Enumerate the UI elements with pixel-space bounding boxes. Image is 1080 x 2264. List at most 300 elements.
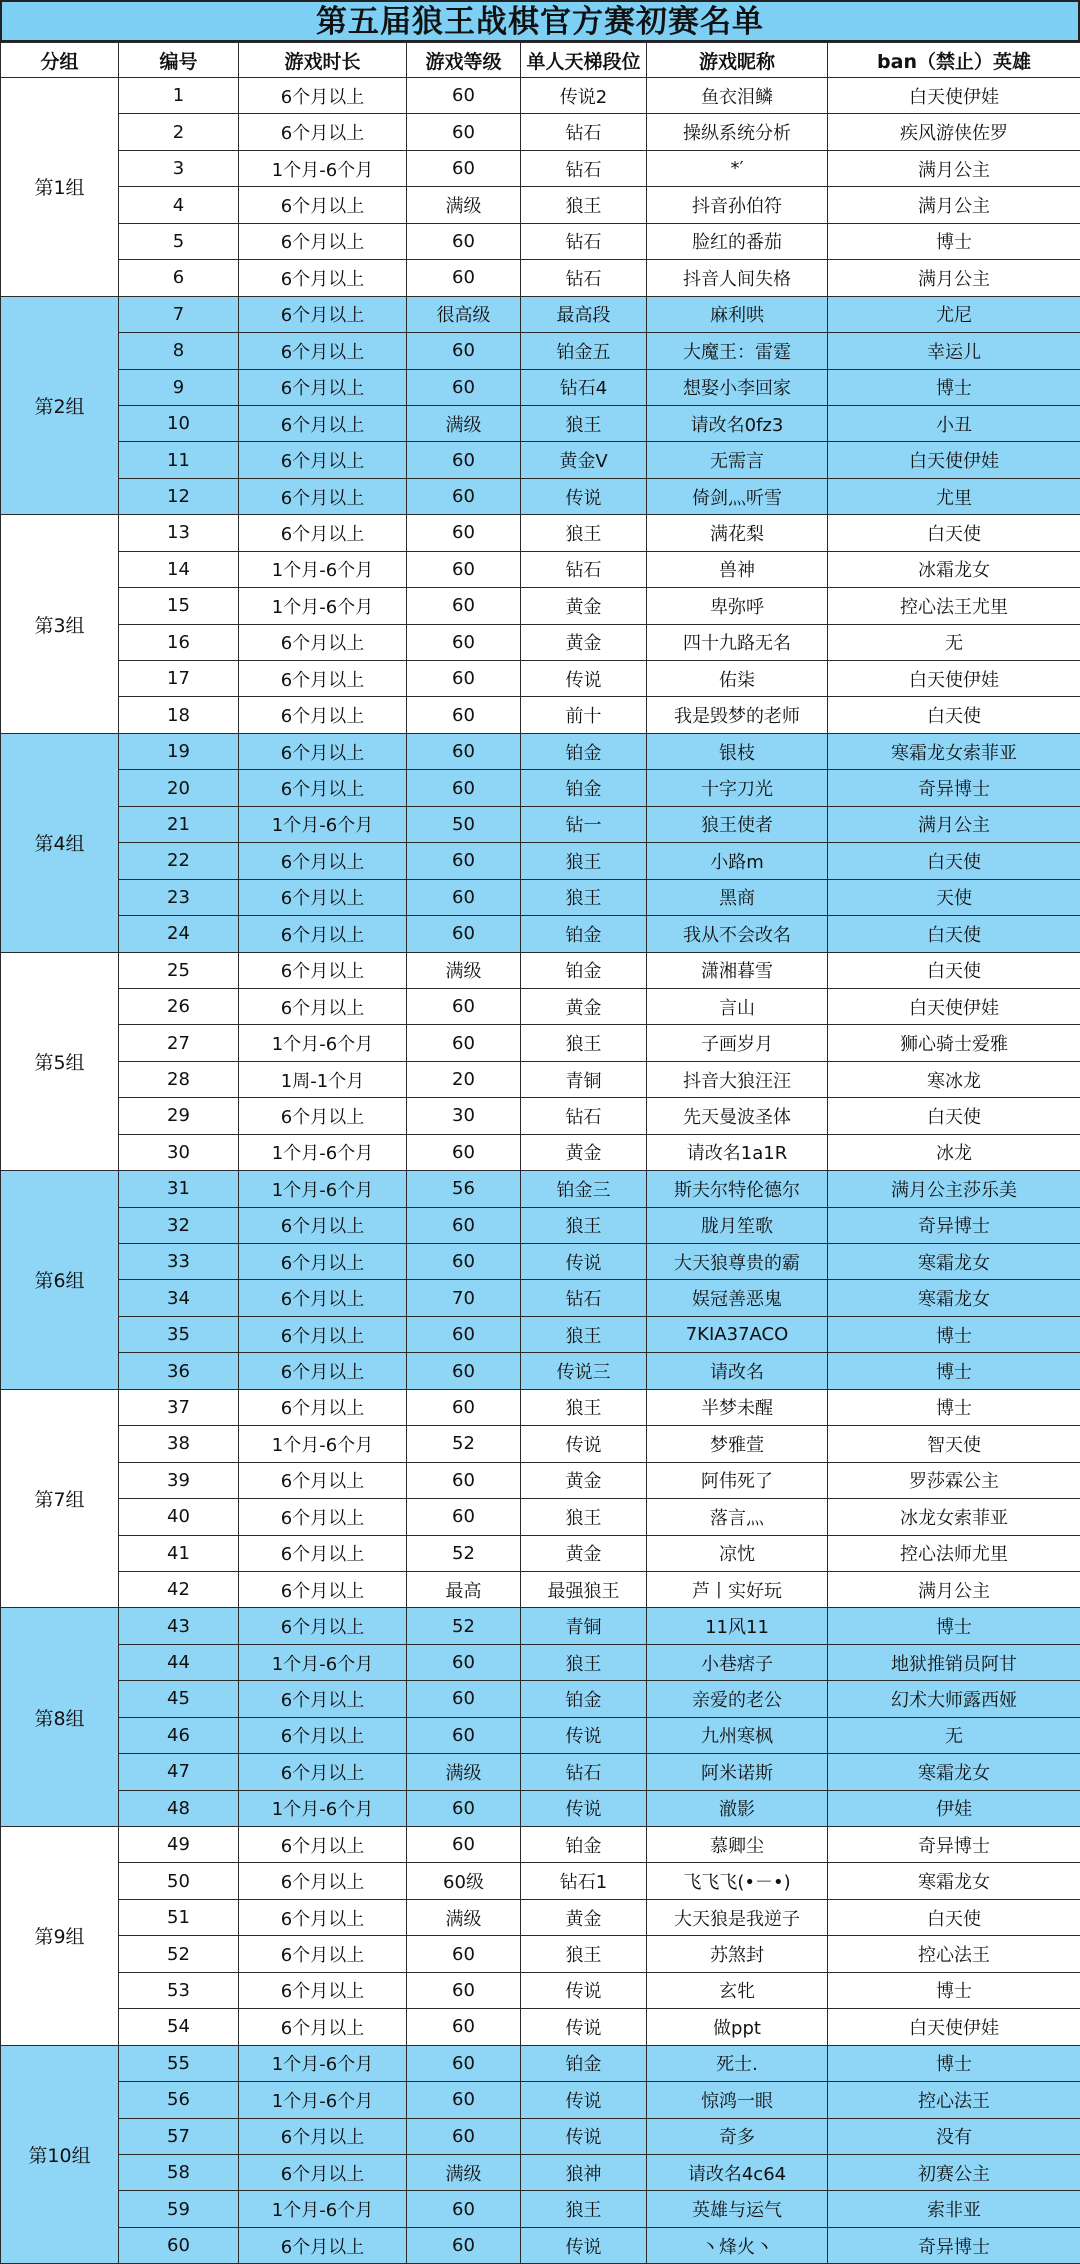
cell-ban-hero: 白天使 <box>828 952 1080 988</box>
cell-ban-hero: 满月公主 <box>828 1571 1080 1607</box>
cell-level: 满级 <box>407 2154 521 2190</box>
table-row <box>1 1899 1080 1935</box>
cell-play-time: 6个月以上 <box>239 1754 407 1790</box>
table-row <box>1 2154 1080 2190</box>
cell-rank: 铂金 <box>521 2045 647 2081</box>
cell-ban-hero: 疾风游侠佐罗 <box>828 114 1080 150</box>
cell-number: 50 <box>119 1863 239 1899</box>
cell-rank: 最高段 <box>521 296 647 332</box>
cell-nickname: 先天曼波圣体 <box>647 1098 828 1134</box>
cell-ban-hero: 没有 <box>828 2118 1080 2154</box>
table-row <box>1 2227 1080 2263</box>
cell-number: 34 <box>119 1280 239 1316</box>
cell-nickname: 斯夫尔特伦德尔 <box>647 1171 828 1207</box>
cell-number: 56 <box>119 2082 239 2118</box>
table-row <box>1 2118 1080 2154</box>
cell-level: 60 <box>407 1353 521 1389</box>
table-row <box>1 661 1080 697</box>
cell-play-time: 6个月以上 <box>239 1389 407 1425</box>
cell-ban-hero: 尤里 <box>828 478 1080 514</box>
cell-number: 10 <box>119 405 239 441</box>
cell-play-time: 1个月-6个月 <box>239 1025 407 1061</box>
cell-rank: 黄金 <box>521 588 647 624</box>
cell-rank: 黄金 <box>521 1462 647 1498</box>
cell-rank: 最强狼王 <box>521 1571 647 1607</box>
cell-number: 31 <box>119 1171 239 1207</box>
cell-nickname: 胧月笙歌 <box>647 1207 828 1243</box>
table-row <box>1 442 1080 478</box>
cell-nickname: 澈影 <box>647 1790 828 1826</box>
cell-level: 60 <box>407 843 521 879</box>
cell-ban-hero: 幻术大师露西娅 <box>828 1681 1080 1717</box>
cell-level: 60 <box>407 1681 521 1717</box>
cell-number: 9 <box>119 369 239 405</box>
cell-level: 60 <box>407 2118 521 2154</box>
cell-ban-hero: 白天使 <box>828 1098 1080 1134</box>
cell-ban-hero: 控心法王 <box>828 2082 1080 2118</box>
cell-nickname: 抖音人间失格 <box>647 260 828 296</box>
cell-nickname: 抖音大狼汪汪 <box>647 1061 828 1097</box>
cell-ban-hero: 博士 <box>828 1389 1080 1425</box>
cell-level: 60 <box>407 1025 521 1061</box>
cell-level: 60 <box>407 442 521 478</box>
table-row <box>1 1972 1080 2008</box>
cell-play-time: 6个月以上 <box>239 1098 407 1134</box>
cell-number: 59 <box>119 2191 239 2227</box>
cell-nickname: 半梦未醒 <box>647 1389 828 1425</box>
cell-play-time: 6个月以上 <box>239 916 407 952</box>
cell-nickname: 抖音孙伯符 <box>647 187 828 223</box>
cell-nickname: 请改名4c64 <box>647 2154 828 2190</box>
cell-number: 43 <box>119 1608 239 1644</box>
cell-rank: 钻石4 <box>521 369 647 405</box>
cell-play-time: 6个月以上 <box>239 1681 407 1717</box>
table-row <box>1 1244 1080 1280</box>
cell-number: 57 <box>119 2118 239 2154</box>
cell-level: 60 <box>407 1827 521 1863</box>
cell-number: 58 <box>119 2154 239 2190</box>
cell-play-time: 6个月以上 <box>239 843 407 879</box>
table-row <box>1 296 1080 332</box>
cell-rank: 狼神 <box>521 2154 647 2190</box>
cell-number: 53 <box>119 1972 239 2008</box>
table-row <box>1 1280 1080 1316</box>
cell-ban-hero: 智天使 <box>828 1426 1080 1462</box>
cell-play-time: 6个月以上 <box>239 78 407 114</box>
cell-play-time: 6个月以上 <box>239 1353 407 1389</box>
table-row <box>1 2045 1080 2081</box>
cell-play-time: 6个月以上 <box>239 1462 407 1498</box>
cell-nickname: *′ <box>647 150 828 186</box>
cell-play-time: 6个月以上 <box>239 1244 407 1280</box>
cell-play-time: 6个月以上 <box>239 515 407 551</box>
cell-level: 60 <box>407 733 521 769</box>
cell-nickname: 请改名0fz3 <box>647 405 828 441</box>
cell-level: 56 <box>407 1171 521 1207</box>
cell-nickname: 卑弥呼 <box>647 588 828 624</box>
cell-number: 51 <box>119 1899 239 1935</box>
cell-nickname: 操纵系统分析 <box>647 114 828 150</box>
table-row <box>1 333 1080 369</box>
cell-number: 5 <box>119 223 239 259</box>
cell-nickname: 佑柒 <box>647 661 828 697</box>
cell-ban-hero: 奇异博士 <box>828 2227 1080 2263</box>
cell-level: 60 <box>407 1644 521 1680</box>
cell-level: 60 <box>407 2045 521 2081</box>
cell-level: 60 <box>407 1936 521 1972</box>
cell-rank: 狼王 <box>521 879 647 915</box>
cell-nickname: 大天狼尊贵的霸 <box>647 1244 828 1280</box>
cell-level: 50 <box>407 806 521 842</box>
cell-play-time: 6个月以上 <box>239 260 407 296</box>
cell-play-time: 6个月以上 <box>239 1863 407 1899</box>
cell-ban-hero: 天使 <box>828 879 1080 915</box>
cell-play-time: 6个月以上 <box>239 2154 407 2190</box>
cell-rank: 钻石 <box>521 551 647 587</box>
cell-number: 44 <box>119 1644 239 1680</box>
cell-level: 60 <box>407 624 521 660</box>
cell-ban-hero: 寒霜龙女 <box>828 1754 1080 1790</box>
cell-number: 11 <box>119 442 239 478</box>
table-row <box>1 1061 1080 1097</box>
cell-play-time: 1个月-6个月 <box>239 1171 407 1207</box>
cell-level: 60 <box>407 1462 521 1498</box>
cell-ban-hero: 索非亚 <box>828 2191 1080 2227</box>
cell-number: 20 <box>119 770 239 806</box>
cell-number: 29 <box>119 1098 239 1134</box>
cell-ban-hero: 冰霜龙女 <box>828 551 1080 587</box>
cell-level: 60 <box>407 333 521 369</box>
cell-ban-hero: 控心法师尤里 <box>828 1535 1080 1571</box>
cell-ban-hero: 冰龙 <box>828 1134 1080 1170</box>
cell-ban-hero: 满月公主 <box>828 806 1080 842</box>
cell-play-time: 1个月-6个月 <box>239 2045 407 2081</box>
cell-nickname: 鱼衣泪鳞 <box>647 78 828 114</box>
cell-ban-hero: 博士 <box>828 223 1080 259</box>
cell-rank: 钻石 <box>521 1280 647 1316</box>
cell-rank: 传说 <box>521 1244 647 1280</box>
cell-number: 35 <box>119 1316 239 1352</box>
cell-nickname: 惊鸿一眼 <box>647 2082 828 2118</box>
table-row <box>1 1426 1080 1462</box>
cell-play-time: 6个月以上 <box>239 697 407 733</box>
cell-number: 4 <box>119 187 239 223</box>
table-row <box>1 78 1080 114</box>
cell-rank: 传说 <box>521 2227 647 2263</box>
table-row <box>1 697 1080 733</box>
cell-number: 42 <box>119 1571 239 1607</box>
cell-rank: 钻石 <box>521 260 647 296</box>
table-row <box>1 988 1080 1024</box>
header-level: 游戏等级 <box>407 43 521 78</box>
cell-play-time: 6个月以上 <box>239 333 407 369</box>
table-row <box>1 916 1080 952</box>
table-row <box>1 1462 1080 1498</box>
cell-play-time: 6个月以上 <box>239 1316 407 1352</box>
cell-nickname: 小巷痞子 <box>647 1644 828 1680</box>
cell-level: 60 <box>407 770 521 806</box>
header-ban-hero: ban（禁止）英雄 <box>828 43 1080 78</box>
cell-ban-hero: 幸运儿 <box>828 333 1080 369</box>
cell-level: 60 <box>407 551 521 587</box>
cell-ban-hero: 满月公主 <box>828 150 1080 186</box>
cell-play-time: 6个月以上 <box>239 2009 407 2045</box>
cell-ban-hero: 小丑 <box>828 405 1080 441</box>
cell-number: 26 <box>119 988 239 1024</box>
cell-ban-hero: 无 <box>828 1717 1080 1753</box>
group-label: 第4组 <box>1 733 119 952</box>
table-row <box>1 1644 1080 1680</box>
cell-play-time: 6个月以上 <box>239 2227 407 2263</box>
table-row <box>1 114 1080 150</box>
cell-rank: 传说 <box>521 478 647 514</box>
cell-number: 33 <box>119 1244 239 1280</box>
table-row <box>1 150 1080 186</box>
table-row <box>1 1134 1080 1170</box>
cell-nickname: 11风11 <box>647 1608 828 1644</box>
group-label: 第1组 <box>1 78 119 297</box>
cell-ban-hero: 博士 <box>828 1353 1080 1389</box>
cell-rank: 钻石 <box>521 1754 647 1790</box>
cell-nickname: 银枝 <box>647 733 828 769</box>
cell-ban-hero: 尤尼 <box>828 296 1080 332</box>
cell-rank: 铂金三 <box>521 1171 647 1207</box>
header-rank: 单人天梯段位 <box>521 43 647 78</box>
cell-level: 60 <box>407 369 521 405</box>
cell-level: 60 <box>407 988 521 1024</box>
cell-number: 21 <box>119 806 239 842</box>
table-row <box>1 1316 1080 1352</box>
cell-ban-hero: 无 <box>828 624 1080 660</box>
table-row <box>1 551 1080 587</box>
cell-level: 60 <box>407 2082 521 2118</box>
cell-play-time: 6个月以上 <box>239 1608 407 1644</box>
cell-play-time: 1个月-6个月 <box>239 1790 407 1826</box>
cell-rank: 狼王 <box>521 1316 647 1352</box>
cell-ban-hero: 博士 <box>828 2045 1080 2081</box>
cell-number: 45 <box>119 1681 239 1717</box>
table-row <box>1 1571 1080 1607</box>
cell-level: 60 <box>407 697 521 733</box>
cell-number: 19 <box>119 733 239 769</box>
cell-rank: 铂金 <box>521 770 647 806</box>
cell-play-time: 6个月以上 <box>239 405 407 441</box>
table-row <box>1 1389 1080 1425</box>
cell-play-time: 6个月以上 <box>239 988 407 1024</box>
cell-nickname: 潇湘暮雪 <box>647 952 828 988</box>
cell-play-time: 6个月以上 <box>239 1535 407 1571</box>
cell-rank: 传说 <box>521 1972 647 2008</box>
cell-number: 28 <box>119 1061 239 1097</box>
cell-ban-hero: 初赛公主 <box>828 2154 1080 2190</box>
table-row <box>1 879 1080 915</box>
cell-nickname: 言山 <box>647 988 828 1024</box>
table-row <box>1 843 1080 879</box>
table-row <box>1 187 1080 223</box>
cell-number: 1 <box>119 78 239 114</box>
cell-nickname: 死士. <box>647 2045 828 2081</box>
table-row <box>1 1207 1080 1243</box>
cell-nickname: 飞飞飞(•－•) <box>647 1863 828 1899</box>
cell-nickname: 麻利哄 <box>647 296 828 332</box>
cell-rank: 铂金 <box>521 916 647 952</box>
cell-play-time: 6个月以上 <box>239 1207 407 1243</box>
cell-number: 39 <box>119 1462 239 1498</box>
cell-play-time: 6个月以上 <box>239 1717 407 1753</box>
roster-table <box>0 42 1080 2264</box>
cell-rank: 传说 <box>521 1790 647 1826</box>
cell-number: 27 <box>119 1025 239 1061</box>
cell-play-time: 6个月以上 <box>239 223 407 259</box>
cell-level: 60 <box>407 879 521 915</box>
cell-nickname: 阿伟死了 <box>647 1462 828 1498</box>
cell-play-time: 6个月以上 <box>239 1936 407 1972</box>
cell-level: 很高级 <box>407 296 521 332</box>
cell-ban-hero: 寒霜龙女 <box>828 1280 1080 1316</box>
cell-ban-hero: 白天使 <box>828 916 1080 952</box>
cell-rank: 狼王 <box>521 1499 647 1535</box>
cell-number: 8 <box>119 333 239 369</box>
cell-rank: 传说 <box>521 2118 647 2154</box>
cell-rank: 狼王 <box>521 2191 647 2227</box>
cell-ban-hero: 博士 <box>828 1608 1080 1644</box>
cell-nickname: 黑商 <box>647 879 828 915</box>
table-row <box>1 223 1080 259</box>
table-row <box>1 806 1080 842</box>
cell-play-time: 1个月-6个月 <box>239 2082 407 2118</box>
cell-ban-hero: 奇异博士 <box>828 1207 1080 1243</box>
cell-level: 60 <box>407 1316 521 1352</box>
cell-play-time: 1周-1个月 <box>239 1061 407 1097</box>
cell-play-time: 6个月以上 <box>239 770 407 806</box>
cell-level: 60 <box>407 260 521 296</box>
cell-nickname: 大魔王：雷霆 <box>647 333 828 369</box>
cell-rank: 钻石 <box>521 150 647 186</box>
cell-ban-hero: 白天使伊娃 <box>828 78 1080 114</box>
cell-level: 60 <box>407 1389 521 1425</box>
cell-number: 49 <box>119 1827 239 1863</box>
cell-level: 52 <box>407 1535 521 1571</box>
cell-rank: 狼王 <box>521 1644 647 1680</box>
cell-level: 60 <box>407 1790 521 1826</box>
group-label: 第6组 <box>1 1171 119 1390</box>
cell-nickname: 四十九路无名 <box>647 624 828 660</box>
cell-play-time: 6个月以上 <box>239 1499 407 1535</box>
cell-number: 55 <box>119 2045 239 2081</box>
cell-rank: 黄金 <box>521 1535 647 1571</box>
cell-rank: 青铜 <box>521 1608 647 1644</box>
cell-ban-hero: 控心法王 <box>828 1936 1080 1972</box>
table-row <box>1 770 1080 806</box>
cell-rank: 狼王 <box>521 1207 647 1243</box>
cell-ban-hero: 寒霜龙女索菲亚 <box>828 733 1080 769</box>
cell-rank: 铂金 <box>521 733 647 769</box>
table-row <box>1 2009 1080 2045</box>
cell-number: 52 <box>119 1936 239 1972</box>
table-row <box>1 260 1080 296</box>
group-label: 第5组 <box>1 952 119 1171</box>
table-row <box>1 1608 1080 1644</box>
cell-play-time: 1个月-6个月 <box>239 1134 407 1170</box>
cell-nickname: 慕卿尘 <box>647 1827 828 1863</box>
cell-number: 32 <box>119 1207 239 1243</box>
cell-level: 60 <box>407 150 521 186</box>
cell-level: 60 <box>407 1717 521 1753</box>
cell-rank: 传说2 <box>521 78 647 114</box>
cell-ban-hero: 奇异博士 <box>828 770 1080 806</box>
cell-nickname: 满花梨 <box>647 515 828 551</box>
table-row <box>1 478 1080 514</box>
cell-rank: 传说三 <box>521 1353 647 1389</box>
group-label: 第3组 <box>1 515 119 734</box>
header-nickname: 游戏昵称 <box>647 43 828 78</box>
header-row <box>1 43 1080 78</box>
cell-number: 3 <box>119 150 239 186</box>
cell-play-time: 6个月以上 <box>239 369 407 405</box>
table-row <box>1 1681 1080 1717</box>
cell-play-time: 6个月以上 <box>239 187 407 223</box>
cell-nickname: 无需言 <box>647 442 828 478</box>
header-number: 编号 <box>119 43 239 78</box>
cell-ban-hero: 寒霜龙女 <box>828 1244 1080 1280</box>
cell-level: 60 <box>407 661 521 697</box>
cell-rank: 狼王 <box>521 515 647 551</box>
cell-ban-hero: 寒霜龙女 <box>828 1863 1080 1899</box>
cell-ban-hero: 博士 <box>828 1316 1080 1352</box>
cell-play-time: 1个月-6个月 <box>239 551 407 587</box>
cell-level: 满级 <box>407 405 521 441</box>
cell-number: 13 <box>119 515 239 551</box>
cell-number: 38 <box>119 1426 239 1462</box>
cell-number: 25 <box>119 952 239 988</box>
cell-level: 60 <box>407 1207 521 1243</box>
cell-nickname: 十字刀光 <box>647 770 828 806</box>
cell-nickname: 凉忱 <box>647 1535 828 1571</box>
cell-play-time: 1个月-6个月 <box>239 806 407 842</box>
table-row <box>1 952 1080 988</box>
cell-level: 20 <box>407 1061 521 1097</box>
cell-number: 18 <box>119 697 239 733</box>
cell-nickname: 阿米诺斯 <box>647 1754 828 1790</box>
sheet-title: 第五届狼王战棋官方赛初赛名单 <box>0 0 1080 42</box>
cell-level: 60 <box>407 223 521 259</box>
cell-play-time: 6个月以上 <box>239 1280 407 1316</box>
cell-ban-hero: 白天使 <box>828 1899 1080 1935</box>
table-row <box>1 515 1080 551</box>
cell-nickname: 奇多 <box>647 2118 828 2154</box>
cell-play-time: 6个月以上 <box>239 2118 407 2154</box>
cell-nickname: 大天狼是我逆子 <box>647 1899 828 1935</box>
cell-rank: 黄金 <box>521 1899 647 1935</box>
cell-rank: 铂金 <box>521 1681 647 1717</box>
cell-number: 24 <box>119 916 239 952</box>
cell-number: 36 <box>119 1353 239 1389</box>
cell-play-time: 6个月以上 <box>239 1571 407 1607</box>
header-play-time: 游戏时长 <box>239 43 407 78</box>
table-row <box>1 405 1080 441</box>
group-label: 第9组 <box>1 1827 119 2046</box>
cell-rank: 钻石 <box>521 114 647 150</box>
cell-ban-hero: 白天使伊娃 <box>828 661 1080 697</box>
cell-rank: 青铜 <box>521 1061 647 1097</box>
table-row <box>1 1790 1080 1826</box>
cell-rank: 狼王 <box>521 843 647 879</box>
table-row <box>1 1499 1080 1535</box>
cell-level: 60 <box>407 2227 521 2263</box>
cell-play-time: 1个月-6个月 <box>239 1644 407 1680</box>
cell-level: 60 <box>407 515 521 551</box>
cell-rank: 钻石 <box>521 1098 647 1134</box>
